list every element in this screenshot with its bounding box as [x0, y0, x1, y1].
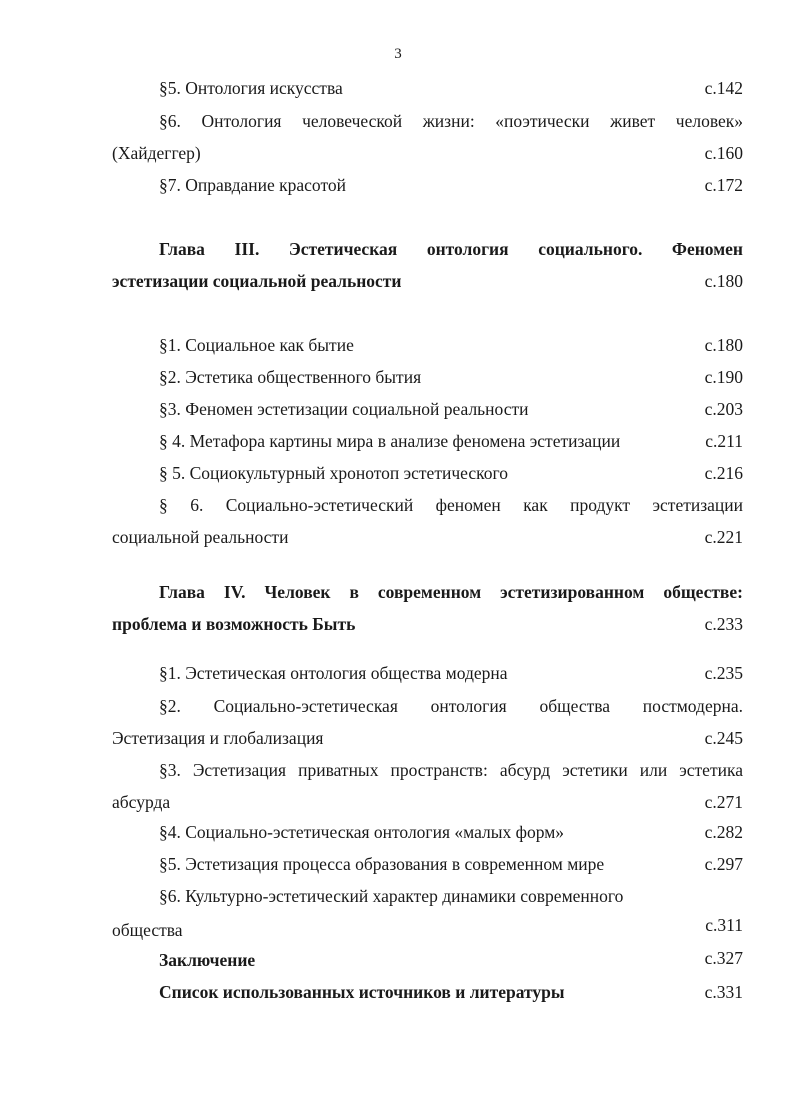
toc-entry-page: с.221	[704, 527, 743, 547]
toc-entry-ch4-s5	[159, 851, 743, 877]
toc-entry-page: с.311	[705, 915, 743, 935]
toc-word: IV.	[223, 582, 246, 602]
toc-word: §2.	[159, 696, 181, 716]
toc-word: приватных	[298, 760, 379, 780]
toc-entry-ch3-s4	[159, 428, 743, 454]
toc-entry-title: социальной реальности	[112, 527, 289, 547]
toc-word: эстетизированном	[500, 582, 645, 602]
toc-word: §3.	[159, 760, 181, 780]
toc-entry-page: с.142	[704, 78, 743, 98]
toc-chapter-3-cont	[112, 268, 743, 294]
toc-word: Феномен	[671, 239, 743, 259]
toc-entry-ch4-s3	[159, 757, 743, 783]
toc-word: как	[523, 495, 548, 515]
toc-entry-page: с.180	[704, 335, 743, 355]
toc-word: §6.	[159, 111, 181, 131]
toc-word: живет	[610, 111, 656, 131]
toc-entry-ch4-s3-cont	[112, 789, 743, 815]
toc-entry-ch3-s2	[159, 364, 743, 390]
toc-word: или	[639, 760, 668, 780]
toc-entry-ch4-s4	[159, 819, 743, 845]
toc-entry-title: §4. Социально-эстетическая онтология «малых форм»	[159, 822, 565, 842]
toc-chapter-3	[159, 236, 743, 262]
toc-word: эстетики	[562, 760, 628, 780]
toc-entry-page: с.245	[704, 728, 743, 748]
toc-entry-ch4-s1	[159, 660, 743, 686]
toc-entry-page: с.216	[704, 463, 743, 483]
toc-entry-page: с.297	[704, 854, 743, 874]
toc-entry-page: с.327	[704, 948, 743, 968]
toc-word: феномен	[435, 495, 501, 515]
toc-entry-ch4-s6-cont	[112, 915, 743, 941]
toc-entry-title: §5. Онтология искусства	[159, 78, 343, 98]
toc-entry-ch2-s7	[159, 172, 743, 198]
toc-word: обществе:	[663, 582, 743, 602]
toc-entry-ch3-s3	[159, 396, 743, 422]
toc-entry-title: Список использованных источников и литературы	[159, 982, 565, 1002]
toc-word: жизни:	[422, 111, 475, 131]
toc-entry-title: Заключение	[159, 950, 256, 970]
toc-entry-title: абсурда	[112, 792, 171, 812]
toc-entry-conclusion	[159, 947, 743, 973]
toc-word: Эстетическая	[288, 239, 398, 259]
toc-entry-ch2-s6-cont	[112, 140, 743, 166]
toc-word: «поэтически	[495, 111, 590, 131]
toc-word: Эстетизация	[192, 760, 287, 780]
toc-word: Глава	[159, 239, 205, 259]
toc-entry-ch4-s2	[159, 693, 743, 719]
toc-entry-title: эстетизации социальной реальности	[112, 271, 402, 291]
toc-entry-title: §6. Культурно-эстетический характер динамики современного	[159, 886, 624, 906]
toc-entry-page: с.172	[704, 175, 743, 195]
page-number: 3	[394, 46, 402, 62]
toc-entry-page: с.211	[705, 431, 743, 451]
toc-word: Глава	[159, 582, 205, 602]
toc-entry-title: §1. Социальное как бытие	[159, 335, 354, 355]
toc-entry-page: с.203	[704, 399, 743, 419]
toc-entry-references	[159, 979, 743, 1005]
toc-word: эстетизации	[652, 495, 743, 515]
toc-entry-title: общества	[112, 920, 183, 940]
toc-entry-title: § 5. Социокультурный хронотоп эстетического	[159, 463, 508, 483]
toc-word: абсурд	[499, 760, 551, 780]
toc-word: общества	[539, 696, 611, 716]
toc-entry-ch3-s5	[159, 460, 743, 486]
toc-entry-title: §3. Феномен эстетизации социальной реальности	[159, 399, 529, 419]
toc-word: человеческой	[302, 111, 403, 131]
toc-entry-ch3-s1	[159, 332, 743, 358]
toc-word: §	[159, 495, 168, 515]
toc-entry-title: §7. Оправдание красотой	[159, 175, 346, 195]
toc-word: эстетика	[679, 760, 743, 780]
toc-entry-ch4-s6	[159, 883, 743, 909]
toc-word: Социально-эстетический	[225, 495, 414, 515]
toc-word: III.	[234, 239, 260, 259]
toc-entry-page: с.160	[704, 143, 743, 163]
toc-word: Социально-эстетическая	[213, 696, 398, 716]
toc-entry-ch4-s2-cont	[112, 725, 743, 751]
toc-entry-page: с.331	[704, 982, 743, 1002]
toc-entry-title: §2. Эстетика общественного бытия	[159, 367, 422, 387]
toc-word: человек»	[675, 111, 743, 131]
toc-word: онтология	[430, 696, 507, 716]
toc-entry-ch3-s6	[159, 492, 743, 518]
toc-word: 6.	[190, 495, 204, 515]
toc-entry-ch2-s5	[159, 75, 743, 101]
toc-entry-page: с.190	[704, 367, 743, 387]
toc-chapter-4	[159, 579, 743, 605]
toc-word: пространств:	[390, 760, 488, 780]
toc-entry-ch2-s6	[159, 108, 743, 134]
toc-entry-title: (Хайдеггер)	[112, 143, 201, 163]
toc-entry-page: с.271	[704, 792, 743, 812]
toc-entry-page: с.282	[704, 822, 743, 842]
toc-word: продукт	[570, 495, 631, 515]
toc-entry-title: §1. Эстетическая онтология общества модерна	[159, 663, 508, 683]
toc-word: Человек	[264, 582, 331, 602]
toc-word: онтология	[426, 239, 509, 259]
toc-chapter-4-cont	[112, 611, 743, 637]
toc-word: социального.	[538, 239, 643, 259]
toc-entry-title: Эстетизация и глобализация	[112, 728, 324, 748]
toc-word: постмодерна.	[642, 696, 743, 716]
toc-entry-page: с.235	[704, 663, 743, 683]
toc-entry-page: с.180	[704, 271, 743, 291]
toc-entry-title: проблема и возможность Быть	[112, 614, 356, 634]
toc-entry-title: § 4. Метафора картины мира в анализе феномена эстетизации	[159, 431, 621, 451]
toc-word: современном	[377, 582, 482, 602]
toc-entry-ch3-s6-cont	[112, 524, 743, 550]
toc-word: в	[349, 582, 359, 602]
toc-entry-page: с.233	[704, 614, 743, 634]
toc-word: Онтология	[201, 111, 282, 131]
toc-entry-title: §5. Эстетизация процесса образования в современном мире	[159, 854, 605, 874]
